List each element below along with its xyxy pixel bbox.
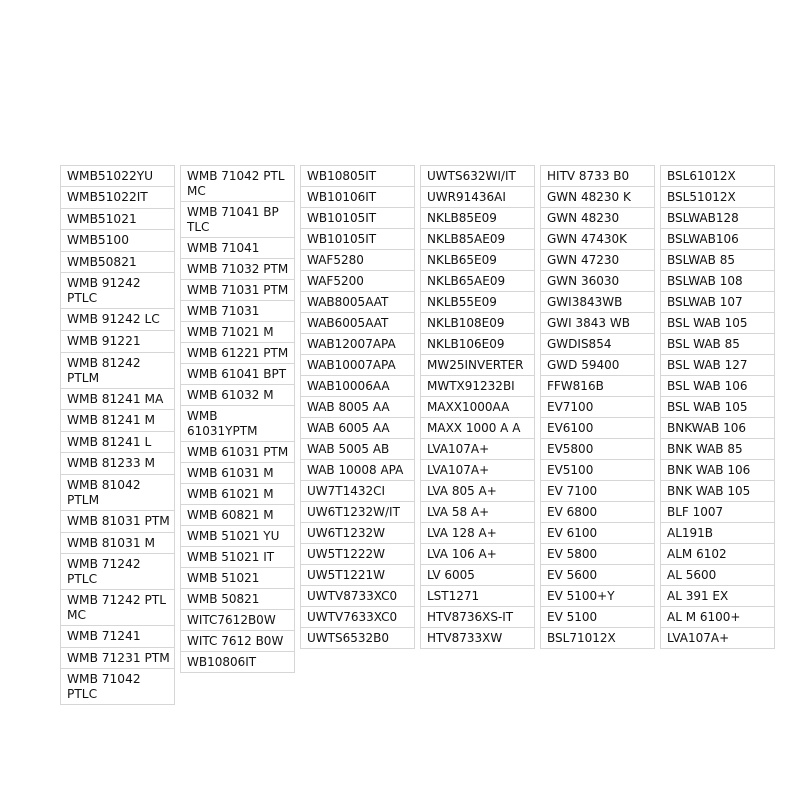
model-cell: WMB 71031 bbox=[181, 301, 294, 322]
model-cell: GWDIS854 bbox=[541, 334, 654, 355]
model-cell: AL191B bbox=[661, 523, 774, 544]
model-cell: WMB 51021 bbox=[181, 568, 294, 589]
model-cell: WMB 61021 M bbox=[181, 484, 294, 505]
model-cell: EV 5100+Y bbox=[541, 586, 654, 607]
model-cell: BNK WAB 105 bbox=[661, 481, 774, 502]
model-cell: WB10805IT bbox=[301, 165, 414, 187]
model-cell: GWN 36030 bbox=[541, 271, 654, 292]
model-cell: WAB12007APA bbox=[301, 334, 414, 355]
model-cell: EV 7100 bbox=[541, 481, 654, 502]
model-cell: NKLB108E09 bbox=[421, 313, 534, 334]
model-cell: UWR91436AI bbox=[421, 187, 534, 208]
model-cell: BSLWAB128 bbox=[661, 208, 774, 229]
model-cell: WB10106IT bbox=[301, 187, 414, 208]
model-cell: EV 5600 bbox=[541, 565, 654, 586]
model-cell: BSL WAB 105 bbox=[661, 313, 774, 334]
model-cell: WMB51022IT bbox=[61, 187, 174, 209]
model-cell: GWI3843WB bbox=[541, 292, 654, 313]
model-cell: GWD 59400 bbox=[541, 355, 654, 376]
model-cell: WMB 91242 PTLC bbox=[61, 273, 174, 309]
model-cell: WMB 71021 M bbox=[181, 322, 294, 343]
model-cell: WMB 81242 PTLM bbox=[61, 353, 174, 389]
model-cell: BNK WAB 85 bbox=[661, 439, 774, 460]
model-cell: WAB 5005 AB bbox=[301, 439, 414, 460]
model-cell: GWI 3843 WB bbox=[541, 313, 654, 334]
model-cell: UWTV7633XC0 bbox=[301, 607, 414, 628]
model-cell: NKLB85E09 bbox=[421, 208, 534, 229]
model-cell: BSL WAB 85 bbox=[661, 334, 774, 355]
model-cell: NKLB65AE09 bbox=[421, 271, 534, 292]
model-column bbox=[420, 165, 535, 649]
model-cell: WB10105IT bbox=[301, 229, 414, 250]
model-cell: WMB 71241 bbox=[61, 626, 174, 648]
model-cell: UW7T1432CI bbox=[301, 481, 414, 502]
model-cell: BSL71012X bbox=[541, 628, 654, 649]
model-cell: WMB 81241 MA bbox=[61, 389, 174, 411]
model-cell: BSL61012X bbox=[661, 165, 774, 187]
model-cell: WAB 8005 AA bbox=[301, 397, 414, 418]
model-cell: MAXX 1000 A A bbox=[421, 418, 534, 439]
model-cell: WMB 71242 PTLC bbox=[61, 554, 174, 590]
model-cell: EV 5100 bbox=[541, 607, 654, 628]
model-cell: ALM 6102 bbox=[661, 544, 774, 565]
model-cell: EV6100 bbox=[541, 418, 654, 439]
model-cell: UW6T1232W/IT bbox=[301, 502, 414, 523]
model-cell: BNK WAB 106 bbox=[661, 460, 774, 481]
model-cell: WMB 51021 YU bbox=[181, 526, 294, 547]
model-cell: WMB50821 bbox=[61, 252, 174, 274]
model-cell: WMB 81241 M bbox=[61, 410, 174, 432]
model-column bbox=[60, 165, 175, 705]
model-cell: WMB51022YU bbox=[61, 165, 174, 187]
model-column bbox=[660, 165, 775, 649]
model-cell: WAF5280 bbox=[301, 250, 414, 271]
model-cell: WAB6005AAT bbox=[301, 313, 414, 334]
model-column bbox=[180, 165, 295, 673]
model-cell: WMB 71231 PTM bbox=[61, 648, 174, 670]
model-cell: WMB 61031YPTM bbox=[181, 406, 294, 442]
model-cell: WAB 6005 AA bbox=[301, 418, 414, 439]
model-cell: BSL51012X bbox=[661, 187, 774, 208]
model-list-table bbox=[60, 165, 775, 705]
model-cell: NKLB55E09 bbox=[421, 292, 534, 313]
model-cell: LV 6005 bbox=[421, 565, 534, 586]
model-cell: WMB 71242 PTL MC bbox=[61, 590, 174, 626]
model-cell: LVA107A+ bbox=[661, 628, 774, 649]
model-cell: WMB5100 bbox=[61, 230, 174, 252]
model-cell: LVA 128 A+ bbox=[421, 523, 534, 544]
model-cell: EV 5800 bbox=[541, 544, 654, 565]
model-cell: HTV8733XW bbox=[421, 628, 534, 649]
model-cell: WMB51021 bbox=[61, 209, 174, 231]
model-cell: LVA 805 A+ bbox=[421, 481, 534, 502]
model-cell: GWN 48230 K bbox=[541, 187, 654, 208]
model-cell: AL M 6100+ bbox=[661, 607, 774, 628]
model-cell: BSLWAB 107 bbox=[661, 292, 774, 313]
model-cell: HTV8736XS-IT bbox=[421, 607, 534, 628]
model-cell: WMB 71032 PTM bbox=[181, 259, 294, 280]
model-cell: WMB 91221 bbox=[61, 331, 174, 353]
model-cell: WMB 61041 BPT bbox=[181, 364, 294, 385]
model-cell: UWTS632WI/IT bbox=[421, 165, 534, 187]
model-cell: BNKWAB 106 bbox=[661, 418, 774, 439]
model-cell: BSLWAB106 bbox=[661, 229, 774, 250]
model-cell: WAF5200 bbox=[301, 271, 414, 292]
model-cell: LST1271 bbox=[421, 586, 534, 607]
model-cell: UWTS6532B0 bbox=[301, 628, 414, 649]
model-cell: WMB 91242 LC bbox=[61, 309, 174, 331]
model-cell: EV5100 bbox=[541, 460, 654, 481]
model-cell: FFW816B bbox=[541, 376, 654, 397]
model-cell: BSL WAB 105 bbox=[661, 397, 774, 418]
model-cell: WMB 61031 M bbox=[181, 463, 294, 484]
model-cell: WMB 71042 PTLC bbox=[61, 669, 174, 705]
model-cell: WITC7612B0W bbox=[181, 610, 294, 631]
model-cell: WMB 81241 L bbox=[61, 432, 174, 454]
model-cell: AL 5600 bbox=[661, 565, 774, 586]
model-cell: WB10105IT bbox=[301, 208, 414, 229]
model-cell: WMB 81031 PTM bbox=[61, 511, 174, 533]
model-cell: BSL WAB 127 bbox=[661, 355, 774, 376]
model-cell: WMB 50821 bbox=[181, 589, 294, 610]
model-cell: EV7100 bbox=[541, 397, 654, 418]
model-cell: UW5T1222W bbox=[301, 544, 414, 565]
model-cell: WMB 81031 M bbox=[61, 533, 174, 555]
model-column bbox=[300, 165, 415, 649]
model-cell: GWN 47230 bbox=[541, 250, 654, 271]
model-cell: GWN 47430K bbox=[541, 229, 654, 250]
model-cell: WAB8005AAT bbox=[301, 292, 414, 313]
model-cell: UW6T1232W bbox=[301, 523, 414, 544]
model-cell: WITC 7612 B0W bbox=[181, 631, 294, 652]
model-cell: BSLWAB 108 bbox=[661, 271, 774, 292]
model-cell: BLF 1007 bbox=[661, 502, 774, 523]
model-cell: WMB 51021 IT bbox=[181, 547, 294, 568]
model-cell: MW25INVERTER bbox=[421, 355, 534, 376]
model-cell: WAB10006AA bbox=[301, 376, 414, 397]
model-cell: LVA107A+ bbox=[421, 460, 534, 481]
model-cell: WB10806IT bbox=[181, 652, 294, 673]
model-cell: MAXX1000AA bbox=[421, 397, 534, 418]
model-cell: BSL WAB 106 bbox=[661, 376, 774, 397]
model-cell: WAB 10008 APA bbox=[301, 460, 414, 481]
model-cell: AL 391 EX bbox=[661, 586, 774, 607]
model-cell: WMB 71041 bbox=[181, 238, 294, 259]
model-column bbox=[540, 165, 655, 649]
model-cell: WMB 71031 PTM bbox=[181, 280, 294, 301]
model-cell: WMB 81233 M bbox=[61, 453, 174, 475]
model-cell: EV 6100 bbox=[541, 523, 654, 544]
model-cell: EV5800 bbox=[541, 439, 654, 460]
model-cell: WMB 61221 PTM bbox=[181, 343, 294, 364]
model-cell: WMB 61031 PTM bbox=[181, 442, 294, 463]
model-cell: LVA 58 A+ bbox=[421, 502, 534, 523]
model-cell: WMB 60821 M bbox=[181, 505, 294, 526]
model-cell: UWTV8733XC0 bbox=[301, 586, 414, 607]
model-cell: BSLWAB 85 bbox=[661, 250, 774, 271]
model-cell: WMB 61032 M bbox=[181, 385, 294, 406]
model-cell: MWTX91232BI bbox=[421, 376, 534, 397]
model-cell: WAB10007APA bbox=[301, 355, 414, 376]
model-cell: UW5T1221W bbox=[301, 565, 414, 586]
model-cell: LVA107A+ bbox=[421, 439, 534, 460]
model-cell: NKLB65E09 bbox=[421, 250, 534, 271]
model-cell: WMB 71042 PTL MC bbox=[181, 165, 294, 202]
model-cell: WMB 71041 BP TLC bbox=[181, 202, 294, 238]
model-cell: WMB 81042 PTLM bbox=[61, 475, 174, 511]
model-cell: NKLB85AE09 bbox=[421, 229, 534, 250]
model-cell: EV 6800 bbox=[541, 502, 654, 523]
model-cell: GWN 48230 bbox=[541, 208, 654, 229]
model-cell: HITV 8733 B0 bbox=[541, 165, 654, 187]
model-cell: NKLB106E09 bbox=[421, 334, 534, 355]
model-cell: LVA 106 A+ bbox=[421, 544, 534, 565]
